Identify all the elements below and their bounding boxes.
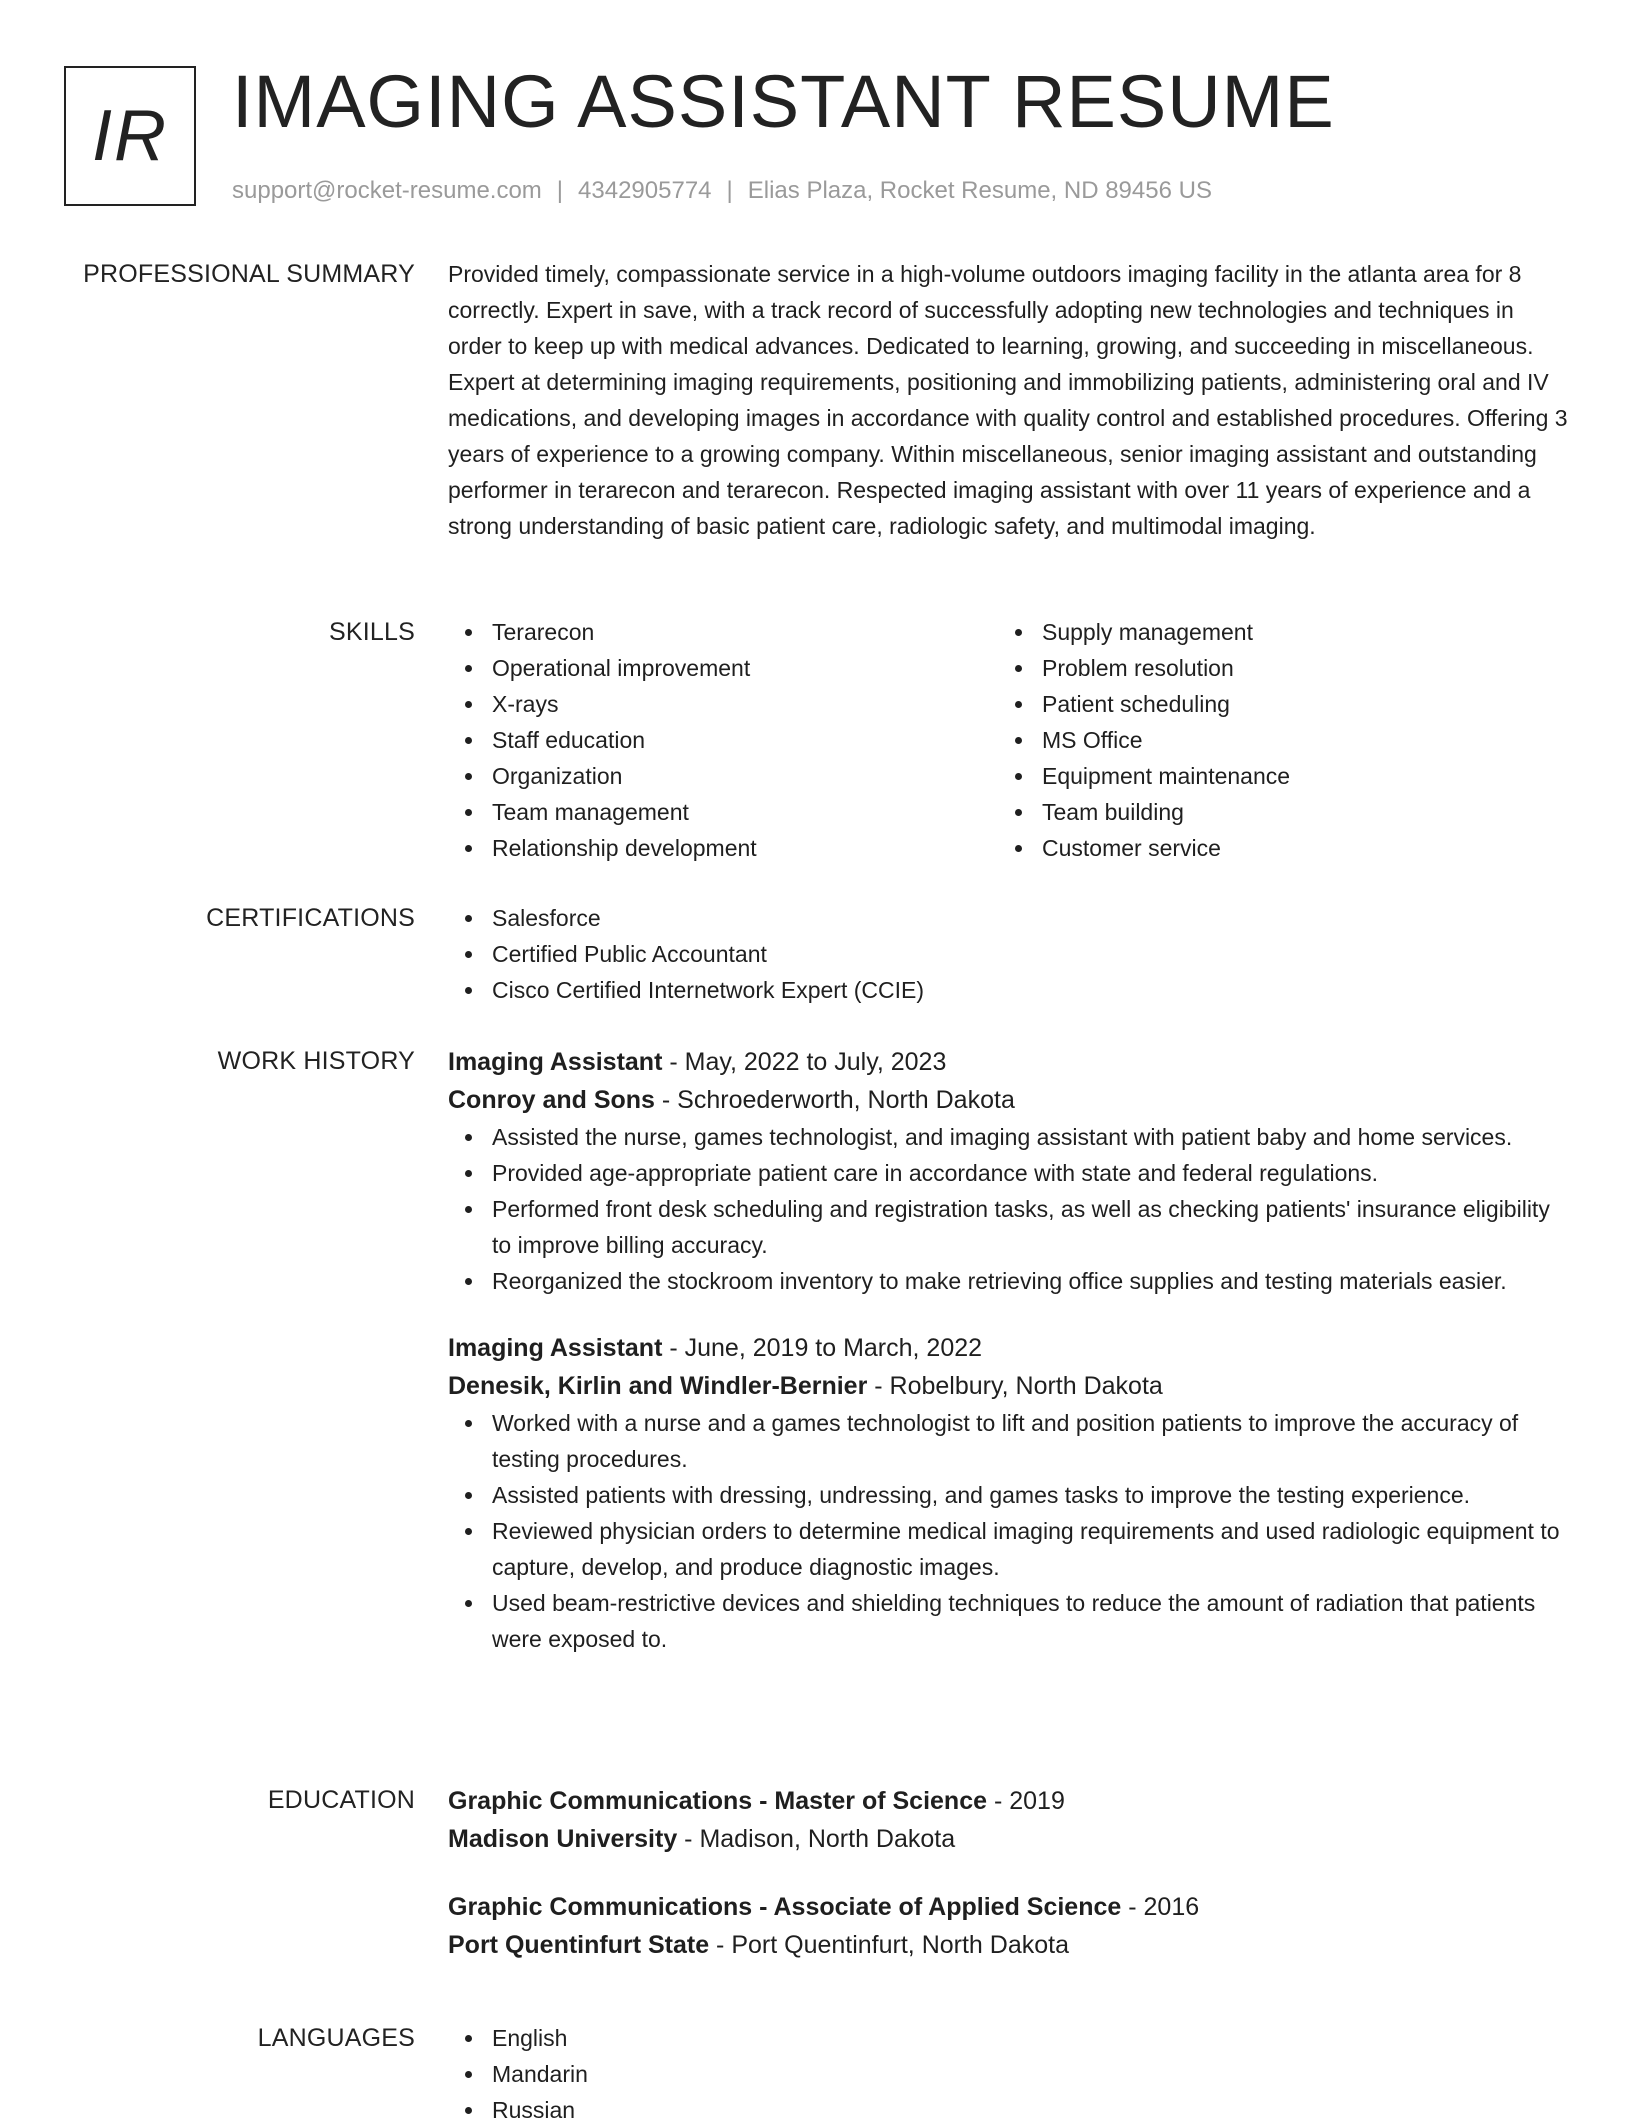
job-bullets bbox=[448, 1119, 1570, 1299]
list-item: Operational improvement bbox=[448, 650, 998, 686]
list-item: English bbox=[448, 2020, 1570, 2056]
contact-email: support@rocket-resume.com bbox=[232, 177, 542, 204]
school-line bbox=[448, 1820, 1570, 1858]
section-label-skills: SKILLS bbox=[329, 618, 415, 646]
summary-text: Provided timely, compassionate service in a high-volume outdoors imaging facility in the atlanta area for 8 correctly. Expert in save, with a track record of successfully adopting new technologies and techniques in order to keep up with medical advances. Dedicated to learning, growing, and succeeding in miscellaneous. Expert at determining imaging requirements, positioning and immobilizing patients, administering oral and IV medications, and developing images in accordance with quality control and established procedures. Offering 3 years of experience to a growing company. Within miscellaneous, senior imaging assistant and outstanding performer in terarecon and terarecon. Respected imaging assistant with over 11 years of experience and a strong understanding of basic patient care, radiologic safety, and multimodal imaging. bbox=[448, 261, 1568, 539]
job-title: Imaging Assistant bbox=[448, 1048, 663, 1076]
skills-list-left bbox=[448, 614, 998, 866]
section-label-languages: LANGUAGES bbox=[257, 2024, 415, 2052]
degree: Graphic Communications - Associate of Applied Science bbox=[448, 1893, 1122, 1921]
list-item: Assisted the nurse, games technologist, and imaging assistant with patient baby and home services. bbox=[448, 1119, 1570, 1155]
list-item: Performed front desk scheduling and registration tasks, as well as checking patients' insurance eligibility to improve billing accuracy. bbox=[448, 1191, 1570, 1263]
job-title: Imaging Assistant bbox=[448, 1334, 663, 1362]
job-location: - Schroederworth, North Dakota bbox=[654, 1086, 1015, 1114]
list-item: Reorganized the stockroom inventory to make retrieving office supplies and testing materials easier. bbox=[448, 1263, 1570, 1299]
contact-address: Elias Plaza, Rocket Resume, ND 89456 US bbox=[747, 177, 1212, 204]
education-entry bbox=[448, 1782, 1570, 1858]
school-line bbox=[448, 1926, 1570, 1964]
resume-title: IMAGING ASSISTANT RESUME bbox=[232, 60, 1335, 143]
job-company-line bbox=[448, 1081, 1570, 1119]
list-item: X-rays bbox=[448, 686, 998, 722]
list-item: Mandarin bbox=[448, 2056, 1570, 2092]
list-item: Supply management bbox=[998, 614, 1548, 650]
school: Madison University bbox=[448, 1825, 678, 1853]
list-item: Staff education bbox=[448, 722, 998, 758]
list-item: Customer service bbox=[998, 830, 1548, 866]
list-item: Reviewed physician orders to determine medical imaging requirements and used radiologic equipment to capture, develop, and produce diagnostic images. bbox=[448, 1513, 1570, 1585]
list-item: Worked with a nurse and a games technologist to lift and position patients to improve the accuracy of testing procedures. bbox=[448, 1405, 1570, 1477]
list-item: Organization bbox=[448, 758, 998, 794]
list-item: Used beam-restrictive devices and shielding techniques to reduce the amount of radiation that patients were exposed to. bbox=[448, 1585, 1570, 1657]
job-entry bbox=[448, 1043, 1570, 1299]
job-dates: - May, 2022 to July, 2023 bbox=[662, 1048, 947, 1076]
section-label-education: EDUCATION bbox=[267, 1786, 415, 1814]
skills-list-right bbox=[998, 614, 1548, 866]
list-item: MS Office bbox=[998, 722, 1548, 758]
list-item: Patient scheduling bbox=[998, 686, 1548, 722]
school-location: - Madison, North Dakota bbox=[677, 1825, 956, 1853]
degree: Graphic Communications - Master of Science bbox=[448, 1787, 988, 1815]
job-bullets bbox=[448, 1405, 1570, 1657]
education-entry bbox=[448, 1888, 1570, 1964]
contact-separator: | bbox=[556, 177, 564, 204]
list-item: Salesforce bbox=[448, 900, 1570, 936]
contact-separator: | bbox=[726, 177, 733, 204]
job-company: Denesik, Kirlin and Windler-Bernier bbox=[448, 1372, 868, 1400]
list-item: Problem resolution bbox=[998, 650, 1548, 686]
list-item: Terarecon bbox=[448, 614, 998, 650]
degree-line bbox=[448, 1888, 1570, 1926]
job-title-line bbox=[448, 1329, 1570, 1367]
list-item: Team management bbox=[448, 794, 998, 830]
job-entry bbox=[448, 1329, 1570, 1657]
list-item: Relationship development bbox=[448, 830, 998, 866]
job-location: - Robelbury, North Dakota bbox=[867, 1372, 1163, 1400]
list-item: Equipment maintenance bbox=[998, 758, 1548, 794]
list-item: Certified Public Accountant bbox=[448, 936, 1570, 972]
section-label-summary: PROFESSIONAL SUMMARY bbox=[83, 260, 415, 288]
contact-line bbox=[232, 176, 1212, 206]
degree-year: - 2016 bbox=[1121, 1893, 1200, 1921]
certifications-list bbox=[448, 900, 1570, 1008]
job-company: Conroy and Sons bbox=[448, 1086, 655, 1114]
school-location: - Port Quentinfurt, North Dakota bbox=[709, 1931, 1069, 1959]
job-title-line bbox=[448, 1043, 1570, 1081]
list-item: Russian bbox=[448, 2092, 1570, 2128]
list-item: Team building bbox=[998, 794, 1548, 830]
job-company-line bbox=[448, 1367, 1570, 1405]
contact-phone: 4342905774 bbox=[578, 177, 712, 204]
section-label-work-history: WORK HISTORY bbox=[217, 1047, 415, 1075]
degree-line bbox=[448, 1782, 1570, 1820]
list-item: Assisted patients with dressing, undressing, and games tasks to improve the testing experience. bbox=[448, 1477, 1570, 1513]
school: Port Quentinfurt State bbox=[448, 1931, 710, 1959]
degree-year: - 2019 bbox=[987, 1787, 1065, 1815]
monogram-box bbox=[64, 66, 196, 206]
list-item: Provided age-appropriate patient care in accordance with state and federal regulations. bbox=[448, 1155, 1570, 1191]
monogram-initials: IR bbox=[92, 96, 168, 176]
section-label-certifications: CERTIFICATIONS bbox=[206, 904, 415, 932]
job-dates: - June, 2019 to March, 2022 bbox=[662, 1334, 983, 1362]
list-item: Cisco Certified Internetwork Expert (CCIE) bbox=[448, 972, 1570, 1008]
